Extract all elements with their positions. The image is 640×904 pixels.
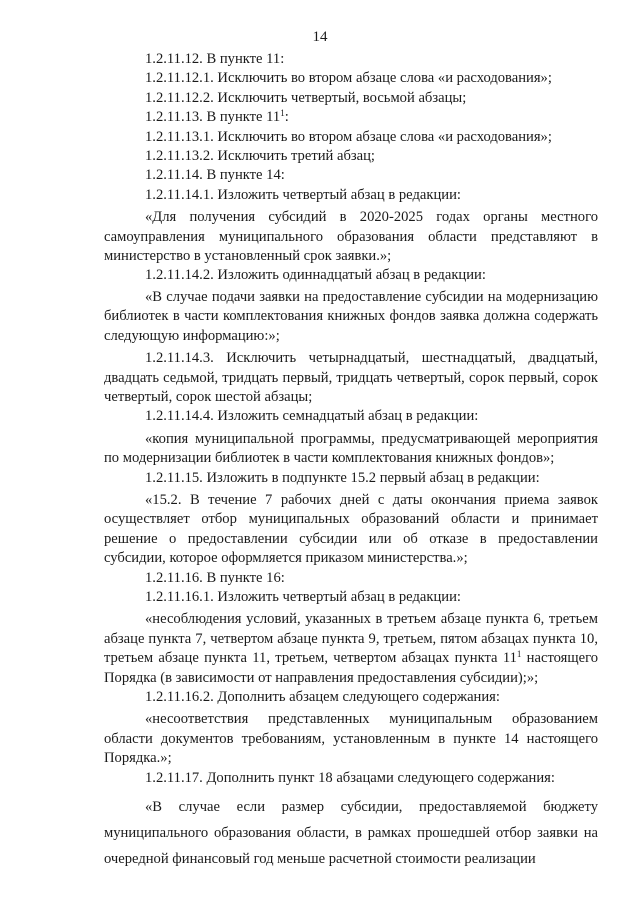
paragraph-text: 1.2.11.14.1. Изложить четвертый абзац в редакции: bbox=[145, 186, 461, 203]
paragraph bbox=[104, 569, 598, 588]
paragraph bbox=[104, 89, 598, 108]
paragraph-text: 1.2.11.12.1. Исключить во втором абзаце слова «и расходования»; bbox=[145, 70, 552, 87]
paragraph-text: «Для получения субсидий в 2020-2025 годах органы местного самоуправления муниципального образования области представляют в министерство в установленный срок заявки.»; bbox=[104, 209, 598, 265]
paragraph-text: 1.2.11.13. В пункте 11 bbox=[145, 109, 281, 126]
paragraph-text-after: настоящего Порядка (в зависимости от направления предоставления субсидии);»; bbox=[104, 650, 598, 686]
paragraph bbox=[104, 69, 598, 88]
paragraph bbox=[104, 349, 598, 407]
paragraph bbox=[104, 266, 598, 285]
paragraph-text: 1.2.11.15. Изложить в подпункте 15.2 первый абзац в редакции: bbox=[145, 469, 540, 486]
paragraph-text: 1.2.11.16. В пункте 16: bbox=[145, 569, 285, 586]
paragraph bbox=[104, 794, 598, 872]
paragraph-text: 1.2.11.14.4. Изложить семнадцатый абзац в редакции: bbox=[145, 408, 479, 425]
paragraph bbox=[104, 288, 598, 346]
paragraph bbox=[104, 186, 598, 205]
paragraph bbox=[104, 688, 598, 707]
paragraph-text: 1.2.11.14.2. Изложить одиннадцатый абзац в редакции: bbox=[145, 267, 486, 284]
paragraph-text: 1.2.11.16.2. Дополнить абзацем следующего содержания: bbox=[145, 689, 500, 705]
paragraph-text: 1.2.11.16.1. Изложить четвертый абзац в редакции: bbox=[145, 588, 461, 605]
paragraph-text: 1.2.11.13.2. Исключить третий абзац; bbox=[145, 148, 375, 165]
paragraph-text-after: : bbox=[284, 109, 289, 126]
paragraph-text: «несоответствия представленных муниципальным образованием области документов требованиям, установленным в пункте 14 настоящего Порядка.»; bbox=[104, 711, 598, 767]
paragraph bbox=[104, 128, 598, 147]
paragraph-text: «несоблюдения условий, указанных в третьем абзаце пункта 6, третьем абзаце пункта 7, четвертом абзаце пункта 9, третьем, пятом абзацах пункта 10, третьем абзаце пункта 11, третьем, четвертом абзацах пункта 11 bbox=[104, 611, 598, 667]
paragraph-text: «копия муниципальной программы, предусматривающей мероприятия по модернизации библиотек в части комплектования книжных фондов»; bbox=[104, 430, 598, 467]
paragraph bbox=[104, 469, 598, 488]
paragraph-text: «В случае если размер субсидии, предоставляемой бюджету муниципального образования области, в рамках прошедшей отбор заявки на очередной финансовый год меньше расчетной стоимости реализации bbox=[104, 799, 598, 868]
superscript: 1 bbox=[280, 108, 285, 119]
superscript: 1 bbox=[516, 649, 522, 660]
paragraph bbox=[104, 407, 598, 426]
document-body bbox=[104, 50, 598, 872]
paragraph-text: 1.2.11.14. В пункте 14: bbox=[145, 167, 285, 184]
paragraph bbox=[104, 147, 598, 166]
page-number: 14 bbox=[312, 29, 328, 45]
paragraph bbox=[104, 710, 598, 768]
paragraph-text: «15.2. В течение 7 рабочих дней с даты окончания приема заявок осуществляет отбор муниципальных образований области и принимает решение о предоставлении субсидии или об отказе в предоставлении субсидии, которое оформляется приказом министерства.»; bbox=[104, 491, 598, 567]
paragraph-text: «В случае подачи заявки на предоставление субсидии на модернизацию библиотек в части комплектования книжных фондов заявка должна содержать следующую информацию:»; bbox=[104, 288, 598, 344]
paragraph bbox=[104, 108, 598, 127]
paragraph bbox=[104, 208, 598, 266]
paragraph-text: 1.2.11.12. В пункте 11: bbox=[145, 51, 285, 67]
paragraph-text: 1.2.11.17. Дополнить пункт 18 абзацами следующего содержания: bbox=[145, 769, 555, 786]
paragraph bbox=[104, 588, 598, 607]
paragraph-text: 1.2.11.14.3. Исключить четырнадцатый, шестнадцатый, двадцатый, двадцать седьмой, тридцать первый, тридцать четвертый, сорок первый, сорок четвертый, сорок шестой абзацы; bbox=[104, 350, 598, 405]
paragraph-text: 1.2.11.12.2. Исключить четвертый, восьмой абзацы; bbox=[145, 89, 467, 106]
paragraph-text: 1.2.11.13.1. Исключить во втором абзаце слова «и расходования»; bbox=[145, 128, 552, 145]
paragraph bbox=[104, 430, 598, 469]
paragraph bbox=[104, 166, 598, 185]
paragraph bbox=[104, 50, 598, 69]
paragraph bbox=[104, 769, 598, 788]
paragraph bbox=[104, 491, 598, 569]
paragraph bbox=[104, 610, 598, 688]
